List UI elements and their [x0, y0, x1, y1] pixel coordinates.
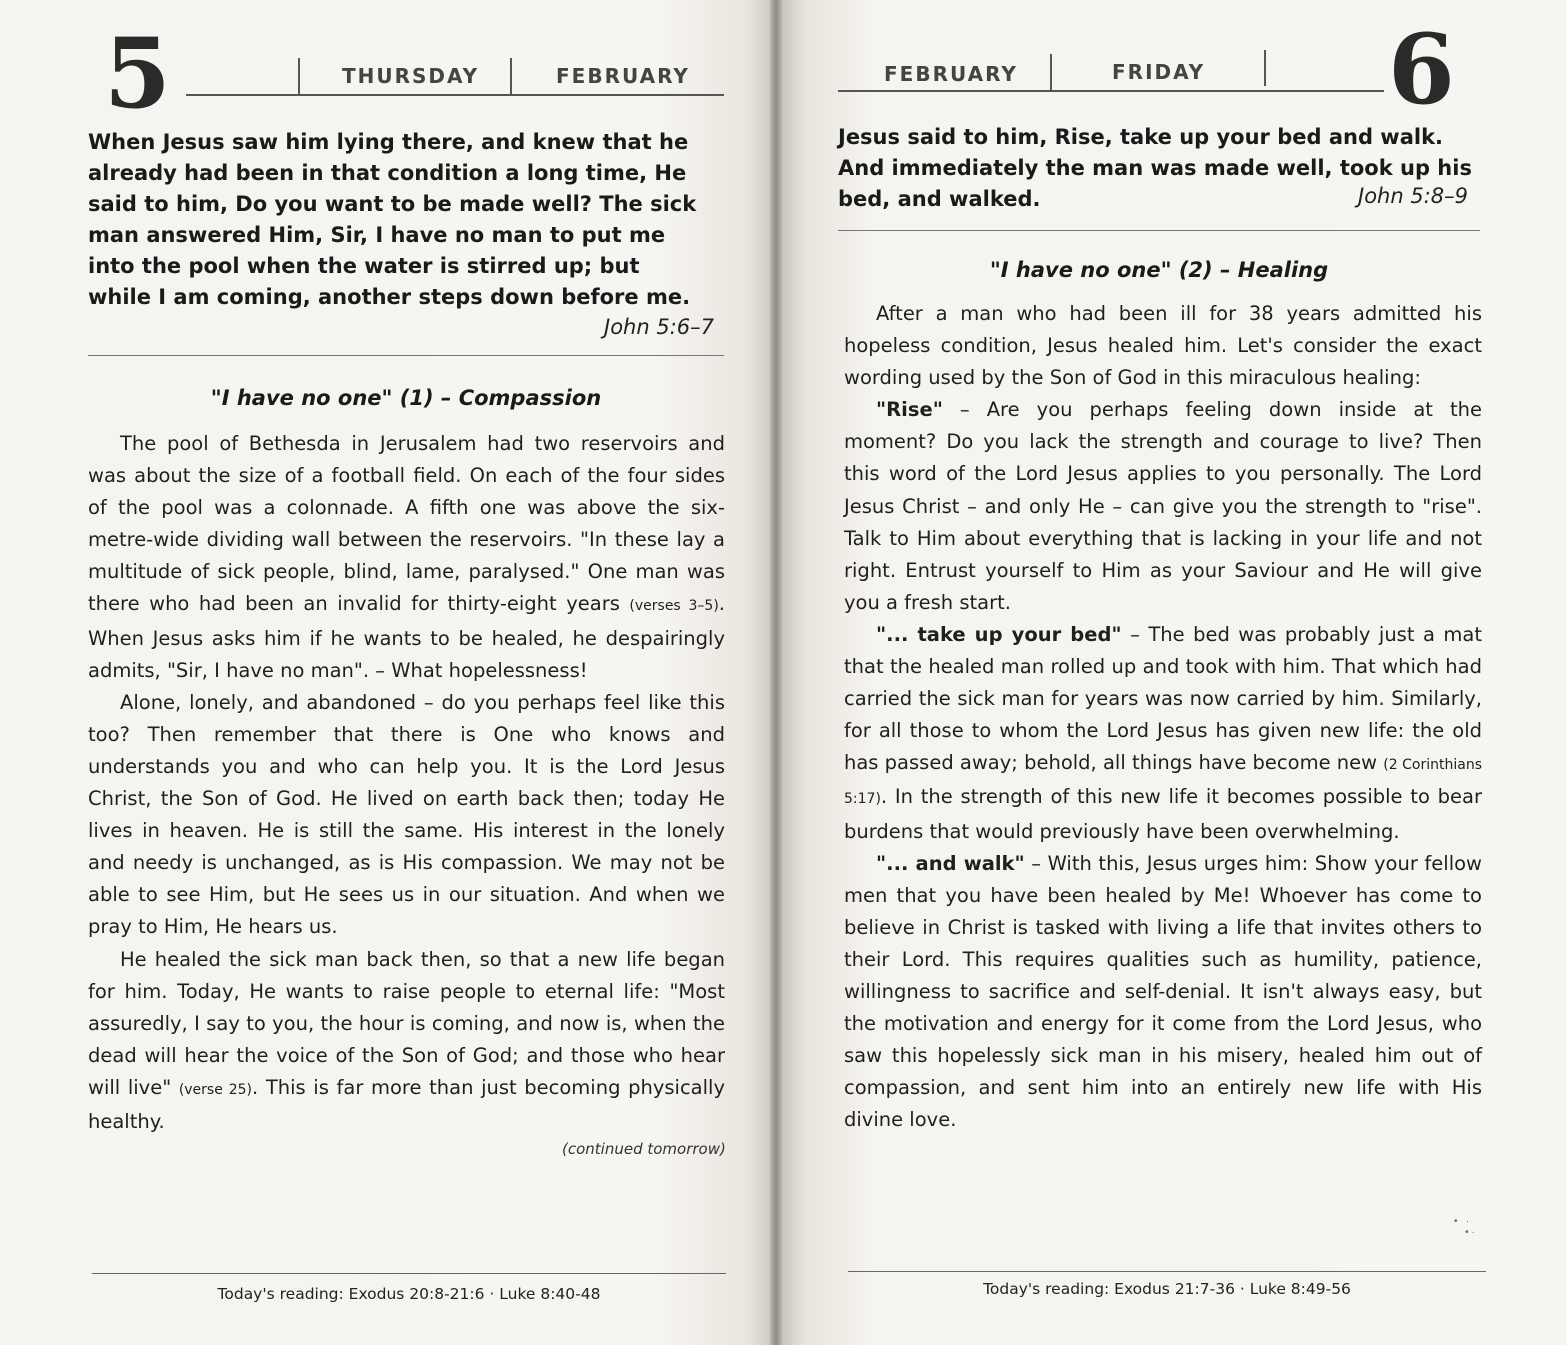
- left-page: [0, 0, 770, 1345]
- weekday-label: FRIDAY: [1112, 60, 1206, 84]
- header-separator: [298, 58, 300, 94]
- daily-verse: Jesus said to him, Rise, take up your bed and walk. And immediately the man was made well, took up his bed, and walked.: [838, 125, 1472, 211]
- devotion-body: [88, 428, 725, 1138]
- paragraph: "Rise" – Are you perhaps feeling down inside at the moment? Do you lack the strength and courage to live? Then this word of the Lord Jesus applies to you personally. The Lord Jesus Christ – and only He – can give you the strength to "rise". Talk to Him about everything that is lacking in your life and not right. Entrust yourself to Him as your Saviour and He will give you a fresh start.: [844, 398, 1482, 614]
- devotion-body: [844, 298, 1482, 1136]
- paragraph: He healed the sick man back then, so that a new life began for him. Today, He wants to raise people to eternal life: "Most assuredly, I say to you, the hour is coming, and now is, when the dead will hear the voice of the Son of God; and those who hear will live" (verse 25). This is far more than just becoming physically healthy.: [88, 947, 725, 1133]
- month-label: FEBRUARY: [884, 62, 1018, 86]
- keyword: "... and walk": [876, 851, 1025, 875]
- paragraph: Alone, lonely, and abandoned – do you perhaps feel like this too? Then remember that there is One who knows and understands you and who can help you. It is the Lord Jesus Christ, the Son of God. He lived on earth back then; today He lives in heaven. He is still the same. His interest in the lonely and needy is unchanged, as is His compassion. We may not be able to see Him, but He sees us in our situation. And when we pray to Him, He hears us.: [88, 690, 725, 939]
- day-number: 6: [1388, 13, 1453, 126]
- todays-reading: Today's reading: Exodus 20:8-21:6 · Luke 8:40-48: [217, 1285, 601, 1303]
- verse-reference: John 5:6–7: [604, 315, 714, 339]
- divider: [88, 355, 724, 356]
- scripture-reference: (verse 25): [178, 1081, 252, 1098]
- verse-reference: John 5:8–9: [1358, 184, 1468, 208]
- keyword: "Rise": [876, 398, 943, 422]
- scripture-reference: (verses 3–5): [629, 598, 719, 615]
- header-separator: [1050, 54, 1052, 90]
- header-rule: [838, 90, 1384, 92]
- header-separator: [1264, 50, 1266, 86]
- footer-rule: [92, 1273, 726, 1274]
- book-gutter: [770, 0, 782, 1345]
- todays-reading: Today's reading: Exodus 21:7-36 · Luke 8:49-56: [983, 1280, 1351, 1298]
- weekday-label: THURSDAY: [342, 64, 480, 88]
- paragraph: "... and walk" – With this, Jesus urges him: Show your fellow men that you have been healed by Me! Whoever has come to believe in Christ is tasked with living a life that invites others to their Lord. This requires qualities such as humility, patience, willingness to sacrifice and self-denial. It isn't always easy, but the motivation and energy for it come from the Lord Jesus, who saw this hopelessly sick man in his misery, healed him out of compassion, and sent him into an entirely new life with His divine love.: [844, 851, 1482, 1132]
- continued-note: (continued tomorrow): [562, 1140, 726, 1158]
- month-label: FEBRUARY: [556, 64, 690, 88]
- daily-verse: When Jesus saw him lying there, and knew that he already had been in that condition a long time, He said to him, Do you want to be made well? The sick man answered Him, Sir, I have no man to put me into the pool when the water is stirred up; but while I am coming, another steps down before me.: [88, 130, 697, 309]
- paper-marks: • · • ·: [1454, 1216, 1475, 1238]
- divider: [838, 230, 1480, 231]
- footer-rule: [848, 1271, 1486, 1272]
- devotion-title: "I have no one" (1) – Compassion: [210, 386, 602, 410]
- paragraph: "... take up your bed" – The bed was probably just a mat that the healed man rolled up and took with him. That which had carried the sick man for years was now carried by him. Similarly, for all those to whom the Lord Jesus has given new life: the old has passed away; behold, all things have become new (2 Corinthians 5:17). In the strength of this new life it becomes possible to bear burdens that would previously have been overwhelming.: [844, 622, 1482, 843]
- keyword: "... take up your bed": [876, 622, 1122, 646]
- day-number: 5: [104, 17, 169, 130]
- right-page: [782, 0, 1566, 1345]
- paragraph: After a man who had been ill for 38 years admitted his hopeless condition, Jesus healed him. Let's consider the exact wording used by the Son of God in this miraculous healing:: [844, 302, 1482, 390]
- devotion-title: "I have no one" (2) – Healing: [989, 258, 1329, 282]
- scripture-reference: (2 Corinthians 5:17): [844, 757, 1482, 808]
- header-separator: [510, 58, 512, 94]
- header-rule: [186, 94, 724, 96]
- paragraph: The pool of Bethesda in Jerusalem had two reservoirs and was about the size of a football field. On each of the four sides of the pool was a colonnade. A fifth one was above the six-metre-wide dividing wall between the reservoirs. "In these lay a multitude of sick people, blind, lame, paralysed." One man was there who had been an invalid for thirty-eight years (verses 3–5). When Jesus asks him if he wants to be healed, he despairingly admits, "Sir, I have no man". – What hopelessness!: [88, 432, 725, 682]
